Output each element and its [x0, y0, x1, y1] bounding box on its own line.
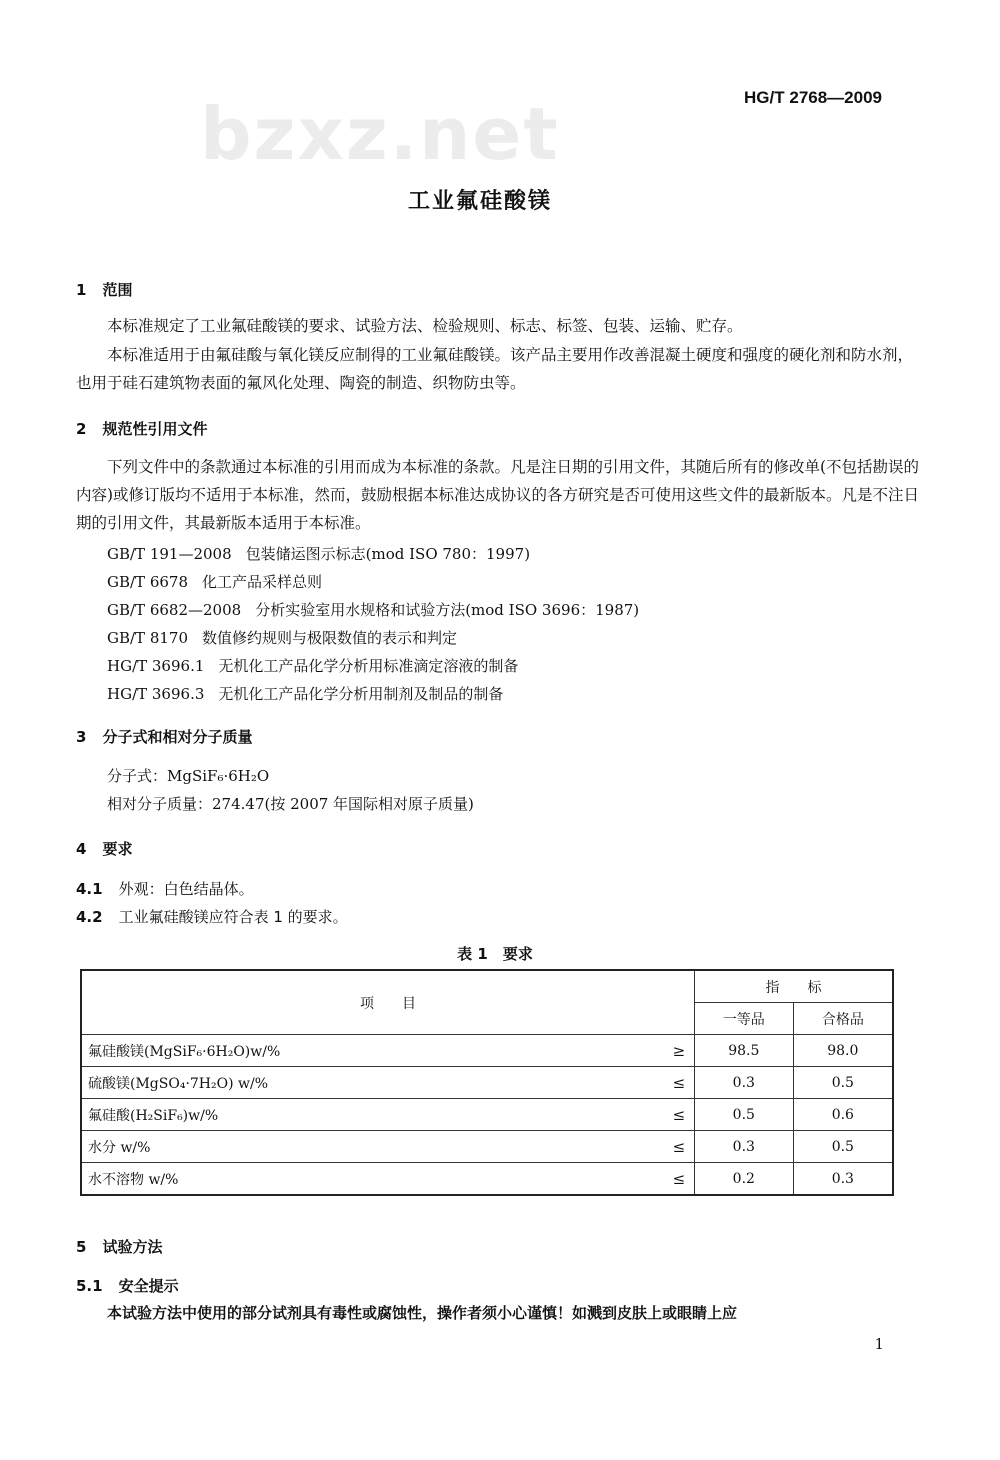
paragraph: 本标准规定了工业氟硅酸镁的要求、试验方法、检验规则、标志、标签、包装、运输、贮存。 — [107, 317, 743, 335]
item-name: 氟硅酸镁(MgSiF₆·6H₂O)w/% — [81, 1035, 664, 1067]
clause-4-1 — [76, 879, 254, 899]
comparison-symbol: ≥ — [664, 1035, 695, 1067]
section-number: 4 — [76, 840, 87, 858]
molecular-mass: 相对分子质量：274.47(按 2007 年国际相对原子质量) — [107, 795, 474, 813]
reference-code: HG/T 3696.3 — [107, 685, 205, 703]
clause-number: 4.1 — [76, 880, 103, 898]
reference-code: GB/T 6678 — [107, 573, 189, 591]
table-row — [81, 1035, 893, 1067]
section-title: 要求 — [102, 840, 133, 858]
section-title: 规范性引用文件 — [102, 420, 208, 438]
section-number: 3 — [76, 728, 87, 746]
grade2-value: 0.3 — [793, 1163, 893, 1196]
section-title: 分子式和相对分子质量 — [102, 728, 253, 746]
comparison-symbol: ≤ — [664, 1067, 695, 1099]
item-name: 水不溶物 w/% — [81, 1163, 664, 1196]
clause-5-1 — [76, 1276, 179, 1296]
header-grade2: 合格品 — [793, 1003, 893, 1035]
grade1-value: 0.2 — [694, 1163, 793, 1196]
grade1-value: 98.5 — [694, 1035, 793, 1067]
clause-title: 安全提示 — [118, 1277, 179, 1295]
clause-4-2 — [76, 907, 348, 927]
grade2-value: 0.5 — [793, 1067, 893, 1099]
reference-code: GB/T 191—2008 — [107, 545, 232, 563]
paragraph: 下列文件中的条款通过本标准的引用而成为本标准的条款。凡是注日期的引用文件，其随后所有的修改单(不包括勘误的内容)或修订版均不适用于本标准，然而，鼓励根据本标准达成协议的各方研究是否可使用这些文件的最新版本。凡是不注日期的引用文件，其最新版本适用于本标准。 — [76, 458, 920, 532]
reference-item — [107, 655, 518, 677]
reference-item — [107, 683, 503, 705]
table-row — [81, 1131, 893, 1163]
table-row — [81, 1099, 893, 1131]
grade1-value: 0.5 — [694, 1099, 793, 1131]
reference-title: 无机化工产品化学分析用标准滴定溶液的制备 — [218, 657, 519, 675]
clause-text: 外观：白色结晶体。 — [118, 880, 254, 898]
section-number: 5 — [76, 1238, 87, 1256]
section-2-heading — [76, 419, 207, 439]
grade2-value: 98.0 — [793, 1035, 893, 1067]
section-number: 2 — [76, 420, 87, 438]
header-index: 指 标 — [694, 970, 893, 1003]
item-name: 硫酸镁(MgSO₄·7H₂O) w/% — [81, 1067, 664, 1099]
section-1-heading — [76, 280, 132, 300]
grade2-value: 0.6 — [793, 1099, 893, 1131]
reference-code: GB/T 8170 — [107, 629, 189, 647]
reference-title: 化工产品采样总则 — [202, 573, 323, 591]
reference-item — [107, 571, 322, 593]
section-title: 试验方法 — [102, 1238, 163, 1256]
reference-code: HG/T 3696.1 — [107, 657, 205, 675]
reference-item — [107, 627, 457, 649]
reference-code: GB/T 6682—2008 — [107, 601, 242, 619]
item-name: 氟硅酸(H₂SiF₆)w/% — [81, 1099, 664, 1131]
reference-title: 包装储运图示标志(mod ISO 780：1997) — [245, 545, 531, 563]
table-caption: 表 1 要求 — [457, 945, 533, 963]
watermark: bzxz.net — [200, 92, 560, 176]
page-title: 工业氟硅酸镁 — [407, 189, 552, 214]
molecular-formula: 分子式：MgSiF₆·6H₂O — [107, 767, 270, 785]
clause-number: 5.1 — [76, 1277, 103, 1295]
comparison-symbol: ≤ — [664, 1163, 695, 1196]
section-title: 范围 — [102, 281, 133, 299]
table-row — [81, 1163, 893, 1196]
reference-title: 无机化工产品化学分析用制剂及制品的制备 — [218, 685, 504, 703]
reference-title: 分析实验室用水规格和试验方法(mod ISO 3696：1987) — [255, 601, 640, 619]
standard-number: HG/T 2768—2009 — [744, 88, 882, 107]
page-number: 1 — [874, 1335, 884, 1353]
clause-number: 4.2 — [76, 908, 103, 926]
grade1-value: 0.3 — [694, 1067, 793, 1099]
table-row — [81, 1067, 893, 1099]
section-3-heading — [76, 727, 252, 747]
section-number: 1 — [76, 281, 87, 299]
header-item: 项 目 — [81, 970, 694, 1035]
reference-title: 数值修约规则与极限数值的表示和判定 — [202, 629, 458, 647]
clause-text: 工业氟硅酸镁应符合表 1 的要求。 — [118, 908, 348, 926]
comparison-symbol: ≤ — [664, 1099, 695, 1131]
item-name: 水分 w/% — [81, 1131, 664, 1163]
reference-item — [107, 599, 639, 621]
section-5-heading — [76, 1237, 162, 1257]
header-grade1: 一等品 — [694, 1003, 793, 1035]
reference-item — [107, 543, 530, 565]
paragraph: 本标准适用于由氟硅酸与氧化镁反应制得的工业氟硅酸镁。该产品主要用作改善混凝土硬度和强度的硬化剂和防水剂，也用于硅石建筑物表面的氟风化处理、陶瓷的制造、织物防虫等。 — [76, 346, 914, 392]
grade1-value: 0.3 — [694, 1131, 793, 1163]
section-4-heading — [76, 839, 132, 859]
safety-text: 本试验方法中使用的部分试剂具有毒性或腐蚀性，操作者须小心谨慎！如溅到皮肤上或眼睛上应 — [107, 1304, 738, 1322]
requirements-table — [80, 969, 894, 1196]
grade2-value: 0.5 — [793, 1131, 893, 1163]
comparison-symbol: ≤ — [664, 1131, 695, 1163]
